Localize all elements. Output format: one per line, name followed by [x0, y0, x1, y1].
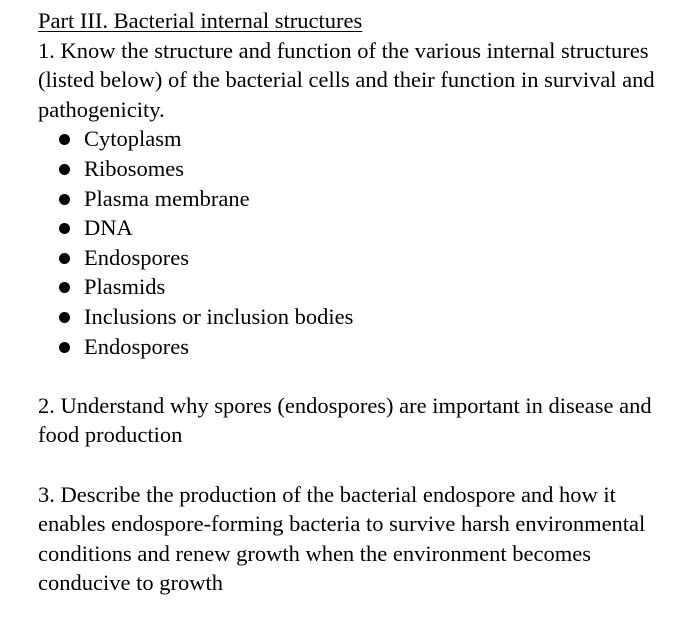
list-item: [59, 243, 688, 273]
structures-list: [38, 124, 688, 361]
bullet-icon: [59, 342, 70, 353]
item-2-text: 2. Understand why spores (endospores) are important in disease and food production: [38, 392, 652, 448]
list-item: [59, 154, 688, 184]
list-item: [59, 213, 688, 243]
list-item-label: Inclusions or inclusion bodies: [84, 303, 354, 329]
item-3-text: 3. Describe the production of the bacterial endospore and how it enables endospore-forming bacteria to survive harsh environmental conditions and renew growth when the environment becomes conducive to growth: [38, 481, 646, 596]
section-heading: Part III. Bacterial internal structures: [38, 8, 363, 33]
list-item: [59, 332, 688, 362]
bullet-icon: [59, 223, 70, 234]
bullet-icon: [59, 282, 70, 293]
list-item: [59, 184, 688, 214]
bullet-icon: [59, 312, 70, 323]
list-item-label: Ribosomes: [84, 155, 185, 181]
spacer: [38, 450, 688, 480]
list-item-label: Endospores: [84, 333, 189, 359]
bullet-icon: [59, 253, 70, 264]
list-item-label: Plasmids: [84, 274, 166, 300]
document-body: [38, 6, 688, 598]
spacer: [38, 361, 688, 391]
list-item-label: DNA: [84, 215, 133, 241]
list-item-label: Plasma membrane: [84, 185, 250, 211]
bullet-icon: [59, 134, 70, 145]
list-item-label: Cytoplasm: [84, 126, 182, 152]
list-item: [59, 302, 688, 332]
bullet-icon: [59, 194, 70, 205]
list-item: [59, 124, 688, 154]
item-1-text: 1. Know the structure and function of the various internal structures (listed below) of the bacterial cells and their function in survival and pathogenicity.: [38, 37, 655, 122]
list-item-label: Endospores: [84, 244, 189, 270]
list-item: [59, 272, 688, 302]
bullet-icon: [59, 164, 70, 175]
